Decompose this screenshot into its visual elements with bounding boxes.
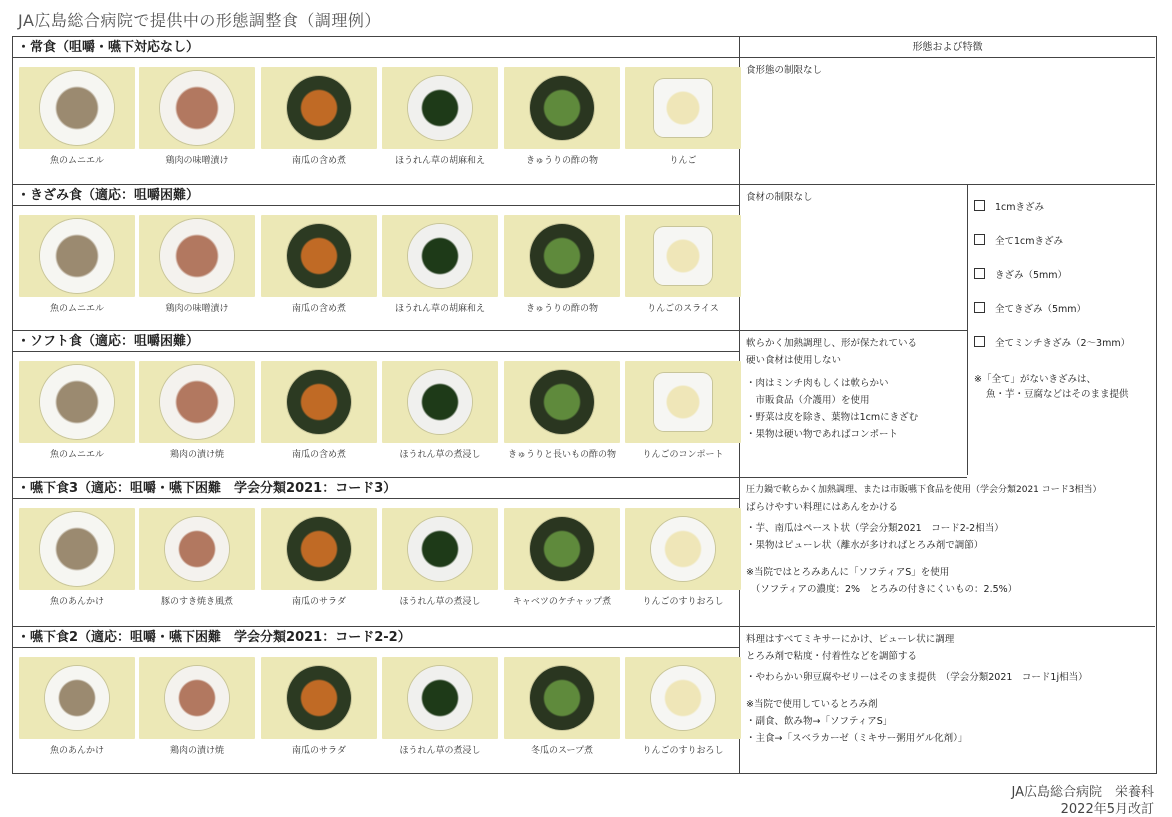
dish-plate-icon <box>160 219 234 293</box>
dish-plate-icon <box>40 365 114 439</box>
checklist-item[interactable] <box>974 267 1067 281</box>
dish-card <box>625 657 741 756</box>
dish-bowl-icon <box>408 370 472 434</box>
dish-bowl-icon <box>408 666 472 730</box>
description-line: 料理はすべてミキサーにかけ、ピューレ状に調理 <box>746 634 955 645</box>
dish-bowl-icon <box>165 517 229 581</box>
description-line: ・野菜は皮を除き、葉物は1cmにきざむ <box>746 412 919 423</box>
dish-bowl-icon <box>408 76 472 140</box>
footer-org: JA広島総合病院 栄養科 <box>1011 785 1154 800</box>
dish-photo <box>19 508 135 590</box>
dish-bowl-icon <box>651 517 715 581</box>
checklist-note: ※「全て」がないきざみは、 <box>974 374 1096 385</box>
checklist-item[interactable] <box>974 301 1086 315</box>
description-line: ・肉はミンチ肉もしくは軟らかい <box>746 378 889 389</box>
dish-bowl-icon <box>287 370 351 434</box>
dish-card <box>19 657 135 756</box>
dish-photo <box>504 67 620 149</box>
dish-label: りんごのスライス <box>647 304 719 314</box>
dish-label: 鶏肉の漬け焼 <box>169 450 224 460</box>
dish-card <box>19 508 135 607</box>
dish-photo <box>19 67 135 149</box>
dish-photo <box>625 657 741 739</box>
photo-column <box>13 37 740 773</box>
description-line: 圧力鍋で軟らかく加熱調理、または市販嚥下食品を使用（学会分類2021 コード3相当） <box>746 485 1102 495</box>
dish-photo <box>261 361 377 443</box>
dish-photo <box>382 361 498 443</box>
checkbox-icon[interactable] <box>974 234 985 245</box>
dish-card <box>261 508 377 607</box>
description-cell <box>740 478 1155 627</box>
dish-card <box>382 215 498 314</box>
dish-bowl-icon <box>651 666 715 730</box>
dish-label: 魚のムニエル <box>49 450 104 460</box>
dish-label: 南瓜の含め煮 <box>291 156 346 166</box>
dish-photo <box>382 508 498 590</box>
dish-photo <box>19 361 135 443</box>
dish-bowl-icon <box>530 666 594 730</box>
dish-card <box>504 67 620 166</box>
dish-bowl-icon <box>530 224 594 288</box>
dish-label: 鶏肉の味噌漬け <box>165 304 229 314</box>
checklist-item[interactable] <box>974 233 1063 247</box>
dish-label: 豚のすき焼き風煮 <box>160 597 233 607</box>
dish-card <box>261 215 377 314</box>
description-line: ・主食→「スベラカーゼ（ミキサー粥用ゲル化剤）」 <box>746 733 968 744</box>
description-line: 市販食品（介護用）を使用 <box>746 395 870 406</box>
dish-label: 冬瓜のスープ煮 <box>530 746 594 756</box>
dish-bowl-icon <box>45 666 109 730</box>
dish-label: 魚のあんかけ <box>49 746 104 756</box>
dish-label: 鶏肉の漬け焼 <box>169 746 224 756</box>
dish-card <box>19 67 135 166</box>
dish-label: 南瓜のサラダ <box>292 746 346 756</box>
checklist-label: きざみ（5mm） <box>995 270 1068 281</box>
description-line: ばらけやすい料理にはあんをかける <box>746 502 899 513</box>
dish-label: ほうれん草の煮浸し <box>399 597 481 607</box>
dish-bowl-icon <box>287 224 351 288</box>
dish-label: りんごのすりおろし <box>642 597 724 607</box>
dish-square-icon <box>654 373 712 431</box>
checklist-item[interactable] <box>974 199 1044 213</box>
dish-photo <box>139 361 255 443</box>
checklist-item[interactable] <box>974 335 1130 349</box>
description-cell <box>740 627 1155 775</box>
dish-bowl-icon <box>287 517 351 581</box>
dish-photo <box>261 215 377 297</box>
diet-section <box>13 37 740 185</box>
description-line: ※当院ではとろみあんに「ソフティアS」を使用 <box>746 567 950 578</box>
dish-plate-icon <box>160 365 234 439</box>
checklist-note: 魚・芋・豆腐などはそのまま提供 <box>986 389 1129 400</box>
section-title: ・ソフト食（適応：咀嚼困難） <box>13 331 740 352</box>
diet-section <box>13 331 740 478</box>
dish-card <box>382 67 498 166</box>
description-line: 硬い食材は使用しない <box>746 355 842 366</box>
dish-card <box>382 361 498 460</box>
dish-photo <box>382 67 498 149</box>
checkbox-icon[interactable] <box>974 302 985 313</box>
description-cell <box>740 331 967 478</box>
description-line: とろみ剤で粘度・付着性などを調節する <box>746 651 918 662</box>
dish-bowl-icon <box>530 76 594 140</box>
description-line: ・副食、飲み物→「ソフティアS」 <box>746 716 893 727</box>
dish-label: 南瓜の含め煮 <box>291 304 346 314</box>
section-title: ・常食（咀嚼・嚥下対応なし） <box>13 37 740 58</box>
section-title: ・嚥下食3（適応：咀嚼・嚥下困難 学会分類2021：コード3） <box>13 478 740 499</box>
dish-card <box>139 361 255 460</box>
checkbox-icon[interactable] <box>974 336 985 347</box>
dish-label: 魚のあんかけ <box>49 597 104 607</box>
description-line: 食材の制限なし <box>746 192 813 203</box>
dish-card <box>625 215 741 314</box>
dish-label: ほうれん草の煮浸し <box>399 746 481 756</box>
right-header: 形態および特徴 <box>740 37 1155 58</box>
dish-photo <box>504 361 620 443</box>
dish-label: ほうれん草の胡麻和え <box>394 156 485 166</box>
dish-card <box>139 67 255 166</box>
dish-photo <box>19 215 135 297</box>
dish-photo <box>261 657 377 739</box>
description-line: ・果物はピューレ状（離水が多ければとろみ剤で調節） <box>746 540 984 551</box>
dish-bowl-icon <box>165 666 229 730</box>
dish-bowl-icon <box>530 517 594 581</box>
checklist-label: 全てミンチきざみ（2～3mm） <box>995 338 1131 349</box>
dish-label: きゅうりの酢の物 <box>525 156 598 166</box>
dish-card <box>625 67 741 166</box>
diet-section <box>13 627 740 775</box>
dish-card <box>625 508 741 607</box>
dish-square-icon <box>654 227 712 285</box>
dish-card <box>504 508 620 607</box>
dish-label: りんご <box>669 156 697 166</box>
dish-card <box>261 67 377 166</box>
dish-label: 鶏肉の味噌漬け <box>165 156 229 166</box>
description-line: 軟らかく加熱調理し、形が保たれている <box>746 338 918 349</box>
dish-label: りんごのすりおろし <box>642 746 724 756</box>
section-title: ・嚥下食2（適応：咀嚼・嚥下困難 学会分類2021：コード2-2） <box>13 627 740 648</box>
diet-section <box>13 478 740 627</box>
dish-photo <box>625 215 741 297</box>
diet-section <box>13 185 740 331</box>
dish-plate-icon <box>40 71 114 145</box>
dish-card <box>261 657 377 756</box>
checklist-label: 1cmきざみ <box>995 202 1045 213</box>
dish-card <box>382 508 498 607</box>
dish-label: ほうれん草の煮浸し <box>399 450 481 460</box>
dish-plate-icon <box>160 71 234 145</box>
dish-bowl-icon <box>287 76 351 140</box>
dish-plate-icon <box>40 219 114 293</box>
dish-photo <box>382 657 498 739</box>
dish-card <box>139 508 255 607</box>
dish-photo <box>19 657 135 739</box>
diet-table <box>12 36 1157 774</box>
dish-bowl-icon <box>408 517 472 581</box>
dish-label: 魚のムニエル <box>49 304 104 314</box>
dish-photo <box>504 215 620 297</box>
dish-card <box>19 361 135 460</box>
dish-card <box>261 361 377 460</box>
kizami-checklist <box>967 185 1155 475</box>
dish-card <box>625 361 741 460</box>
dish-photo <box>261 67 377 149</box>
footer-date: 2022年5月改訂 <box>1060 802 1154 817</box>
dish-label: 魚のムニエル <box>49 156 104 166</box>
dish-photo <box>504 657 620 739</box>
dish-photo <box>625 361 741 443</box>
checklist-label: 全てきざみ（5mm） <box>995 304 1087 315</box>
dish-photo <box>139 67 255 149</box>
dish-card <box>19 215 135 314</box>
dish-photo <box>625 67 741 149</box>
dish-plate-icon <box>40 512 114 586</box>
page-title: JA広島総合病院で提供中の形態調整食（調理例） <box>18 11 381 30</box>
dish-card <box>139 215 255 314</box>
description-cell <box>740 185 967 331</box>
checklist-label: 全て1cmきざみ <box>995 236 1064 247</box>
description-cell <box>740 58 1155 185</box>
dish-bowl-icon <box>530 370 594 434</box>
dish-card <box>504 361 620 460</box>
dish-label: きゅうりと長いもの酢の物 <box>507 450 616 460</box>
description-line: ・やわらかい卵豆腐やゼリーはそのまま提供 （学会分類2021 コード1j相当） <box>746 672 1088 683</box>
dish-card <box>504 215 620 314</box>
dish-photo <box>139 508 255 590</box>
dish-photo <box>139 215 255 297</box>
dish-card <box>139 657 255 756</box>
dish-label: きゅうりの酢の物 <box>525 304 598 314</box>
description-column <box>740 37 1155 773</box>
description-line: ・果物は硬い物であればコンポート <box>746 429 899 440</box>
description-line: ・芋、南瓜はペースト状（学会分類2021 コード2-2相当） <box>746 523 1004 534</box>
dish-photo <box>504 508 620 590</box>
section-title: ・きざみ食（適応：咀嚼困難） <box>13 185 740 206</box>
dish-bowl-icon <box>287 666 351 730</box>
dish-label: キャベツのケチャップ煮 <box>512 597 612 607</box>
dish-square-icon <box>654 79 712 137</box>
description-line: 食形態の制限なし <box>746 65 823 76</box>
dish-bowl-icon <box>408 224 472 288</box>
dish-photo <box>625 508 741 590</box>
dish-label: 南瓜のサラダ <box>292 597 346 607</box>
description-line: ※当院で使用しているとろみ剤 <box>746 699 878 710</box>
dish-label: りんごのコンポート <box>642 450 724 460</box>
dish-card <box>504 657 620 756</box>
dish-label: 南瓜の含め煮 <box>291 450 346 460</box>
dish-photo <box>139 657 255 739</box>
dish-photo <box>261 508 377 590</box>
dish-label: ほうれん草の胡麻和え <box>394 304 485 314</box>
checkbox-icon[interactable] <box>974 268 985 279</box>
checkbox-icon[interactable] <box>974 200 985 211</box>
description-line: （ソフティアの濃度：2% とろみの付きにくいもの：2.5%） <box>746 584 1018 595</box>
dish-photo <box>382 215 498 297</box>
dish-card <box>382 657 498 756</box>
